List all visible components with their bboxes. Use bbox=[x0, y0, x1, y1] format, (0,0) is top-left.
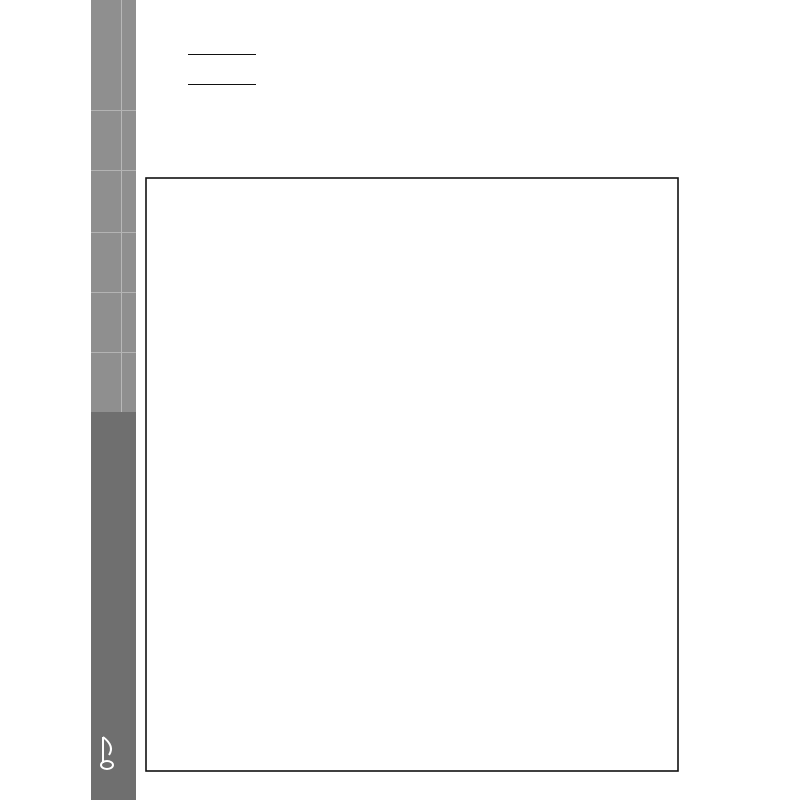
table-border bbox=[146, 178, 678, 771]
copyright-notice bbox=[683, 98, 695, 718]
